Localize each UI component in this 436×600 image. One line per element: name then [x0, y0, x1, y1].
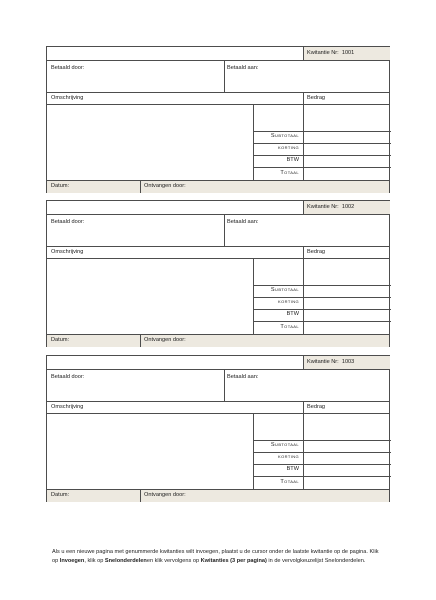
receipt-number-prefix: Kwitantie Nr: [307, 204, 339, 210]
date-label[interactable]: Datum: [51, 492, 70, 498]
vat-label: BTW [286, 157, 299, 163]
subtotal-label: Subtotaal [270, 287, 299, 293]
paid-to-label[interactable]: Betaald aan: [227, 219, 259, 225]
amount-header: Bedrag [307, 249, 326, 255]
receipt-1003 [46, 355, 390, 502]
instructions-part1: Als u een nieuwe pagina met genummerde kwitanties wilt invoegen, plaatst u de cursor onder de laatste kwitantie op de pagina. Klik op [52, 549, 379, 564]
date-label[interactable]: Datum: [51, 337, 70, 343]
paid-by-label[interactable]: Betaald door: [51, 219, 85, 225]
footer-row [47, 490, 389, 502]
receipt-number: 1001 [341, 50, 355, 56]
instructions-receipts-per-page: Kwitanties (3 per pagina) [200, 557, 267, 564]
receipt-number-cell [303, 47, 390, 60]
discount-label: korting [278, 145, 299, 151]
receipt-1001 [46, 46, 390, 193]
amount-header: Bedrag [307, 404, 326, 410]
paid-to-label[interactable]: Betaald aan: [227, 65, 259, 71]
paid-to-label[interactable]: Betaald aan: [227, 374, 259, 380]
footer-row [47, 181, 389, 193]
total-label: Totaal [280, 170, 299, 176]
paid-by-label[interactable]: Betaald door: [51, 374, 85, 380]
received-by-label[interactable]: Ontvangen door: [144, 183, 186, 189]
instructions-part4: in de vervolgkeuzelijst Snelonderdelen. [266, 557, 366, 564]
description-header: Omschrijving [51, 95, 84, 101]
description-header: Omschrijving [51, 404, 84, 410]
description-header: Omschrijving [51, 249, 84, 255]
paid-by-label[interactable]: Betaald door: [51, 65, 85, 71]
amount-header: Bedrag [307, 95, 326, 101]
date-label[interactable]: Datum: [51, 183, 70, 189]
vat-label: BTW [286, 466, 299, 472]
total-label: Totaal [280, 479, 299, 485]
received-by-label[interactable]: Ontvangen door: [144, 337, 186, 343]
receipt-number-prefix: Kwitantie Nr: [307, 359, 339, 365]
instructions-part3: en klik vervolgens op [146, 557, 201, 564]
instructions-note [52, 548, 382, 565]
footer-row [47, 335, 389, 347]
subtotal-label: Subtotaal [270, 442, 299, 448]
subtotal-label: Subtotaal [270, 133, 299, 139]
instructions-quick-parts: Snelonderdelen [104, 557, 147, 564]
discount-label: korting [278, 299, 299, 305]
total-label: Totaal [280, 324, 299, 330]
receipt-number: 1002 [341, 204, 355, 210]
instructions-insert: Invoegen [59, 557, 85, 564]
instructions-part2: , klik op [84, 557, 105, 564]
receipt-number: 1003 [341, 359, 355, 365]
receipt-number-cell [303, 356, 390, 369]
received-by-label[interactable]: Ontvangen door: [144, 492, 186, 498]
receipt-number-prefix: Kwitantie Nr: [307, 50, 339, 56]
receipt-number-cell [303, 201, 390, 214]
discount-label: korting [278, 454, 299, 460]
vat-label: BTW [286, 311, 299, 317]
receipt-1002 [46, 200, 390, 347]
